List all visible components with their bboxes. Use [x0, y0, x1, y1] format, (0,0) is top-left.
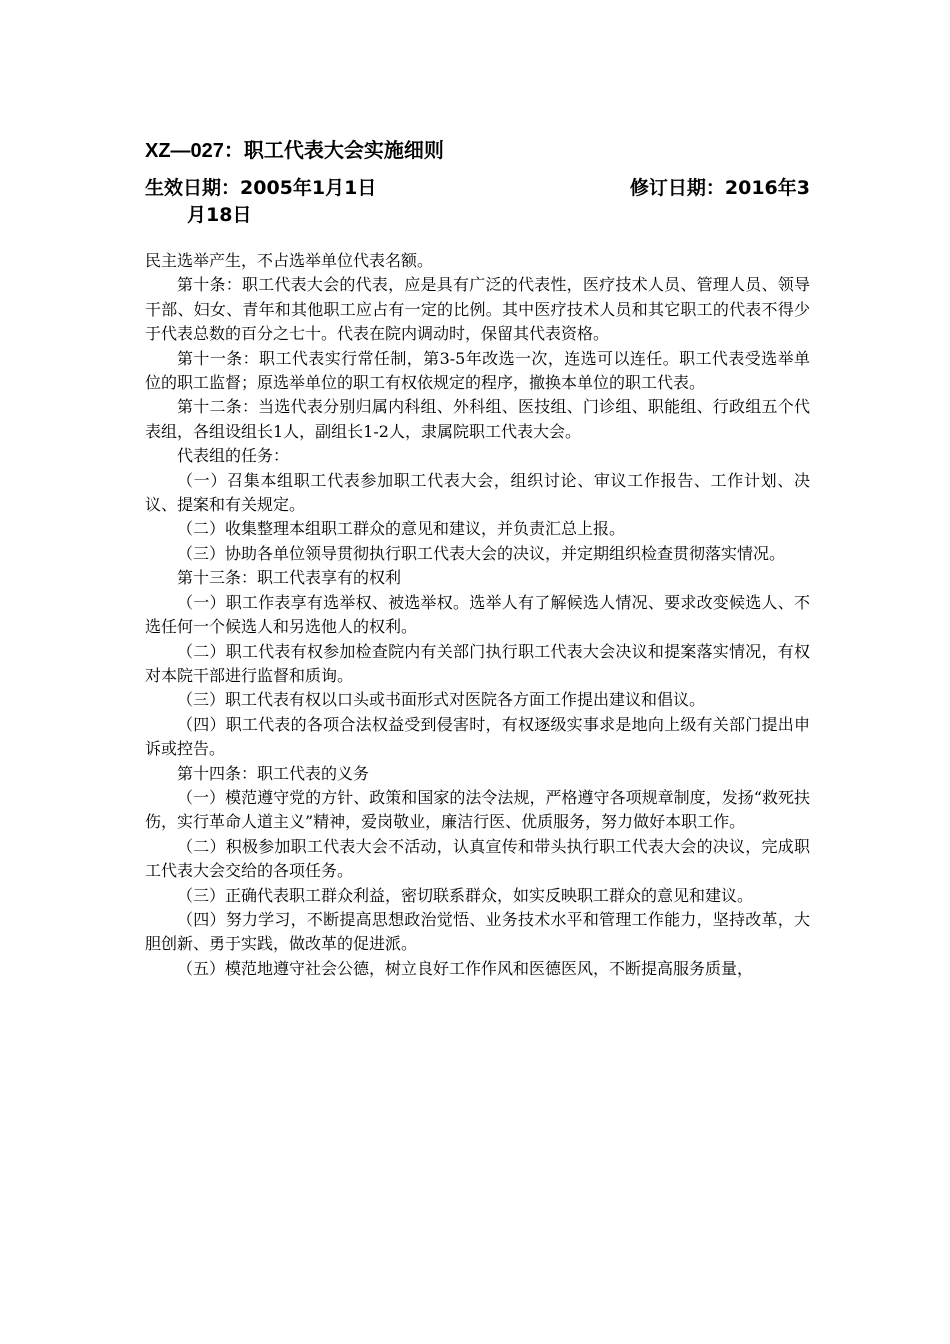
paragraph: 第十条：职工代表大会的代表，应是具有广泛的代表性，医疗技术人员、管理人员、领导干部、妇女、青年和其他职工应占有一定的比例。其中医疗技术人员和其它职工的代表不得少于代表总数的百分之七十。代表在院内调动时，保留其代表资格。	[145, 275, 810, 344]
document-title: XZ—027：职工代表大会实施细则	[145, 140, 444, 162]
paragraph: 民主选举产生，不占选举单位代表名额。	[145, 251, 434, 270]
paragraph: （二）积极参加职工代表大会不活动，认真宣传和带头执行职工代表大会的决议，完成职工代表大会交给的各项任务。	[145, 836, 810, 881]
paragraph: （一）召集本组职工代表参加职工代表大会，组织讨论、审议工作报告、工作计划、决议、提案和有关规定。	[145, 470, 810, 515]
paragraph: 代表组的任务：	[177, 446, 290, 466]
paragraph: （三）协助各单位领导贯彻执行职工代表大会的决议，并定期组织检查贯彻落实情况。	[177, 543, 786, 563]
paragraph: 第十三条：职工代表享有的权利	[177, 568, 402, 588]
document-body	[145, 249, 810, 981]
paragraph: （一）职工作表享有选举权、被选举权。选举人有了解候选人情况、要求改变候选人、不选任何一个候选人和另选他人的权利。	[145, 592, 810, 637]
paragraph: （四）努力学习，不断提高思想政治觉悟、业务技术水平和管理工作能力，坚持改革，大胆创新、勇于实践，做改革的促进派。	[145, 909, 810, 954]
paragraph: （二）收集整理本组职工群众的意见和建议，并负责汇总上报。	[177, 519, 626, 539]
paragraph: （四）职工代表的各项合法权益受到侵害时，有权逐级实事求是地向上级有关部门提出申诉或控告。	[145, 714, 810, 759]
paragraph: 第十四条：职工代表的义务	[177, 763, 370, 783]
revision-date: 修订日期：2016年3	[629, 177, 810, 199]
paragraph: （一）模范遵守党的方针、政策和国家的法令法规，严格遵守各项规章制度，发扬“救死扶伤，实行革命人道主义”精神，爱岗敬业，廉洁行医、优质服务，努力做好本职工作。	[145, 787, 810, 832]
revision-date-continued: 月18日	[187, 204, 252, 226]
paragraph: 第十二条：当选代表分别归属内科组、外科组、医技组、门诊组、职能组、行政组五个代表组，各组设组长1人，副组长1-2人，隶属院职工代表大会。	[145, 397, 810, 441]
paragraph: 第十一条：职工代表实行常任制，第3-5年改选一次，连选可以连任。职工代表受选举单位的职工监督；原选举单位的职工有权依规定的程序，撤换本单位的职工代表。	[145, 348, 810, 393]
effective-date: 生效日期：2005年1月1日	[145, 177, 377, 199]
paragraph: （三）正确代表职工群众利益，密切联系群众，如实反映职工群众的意见和建议。	[177, 885, 754, 905]
paragraph: （二）职工代表有权参加检查院内有关部门执行职工代表大会决议和提案落实情况，有权对本院干部进行监督和质询。	[145, 641, 810, 685]
paragraph: （五）模范地遵守社会公德，树立良好工作作风和医德医风，不断提高服务质量，	[177, 958, 754, 978]
paragraph: （三）职工代表有权以口头或书面形式对医院各方面工作提出建议和倡议。	[177, 690, 706, 710]
